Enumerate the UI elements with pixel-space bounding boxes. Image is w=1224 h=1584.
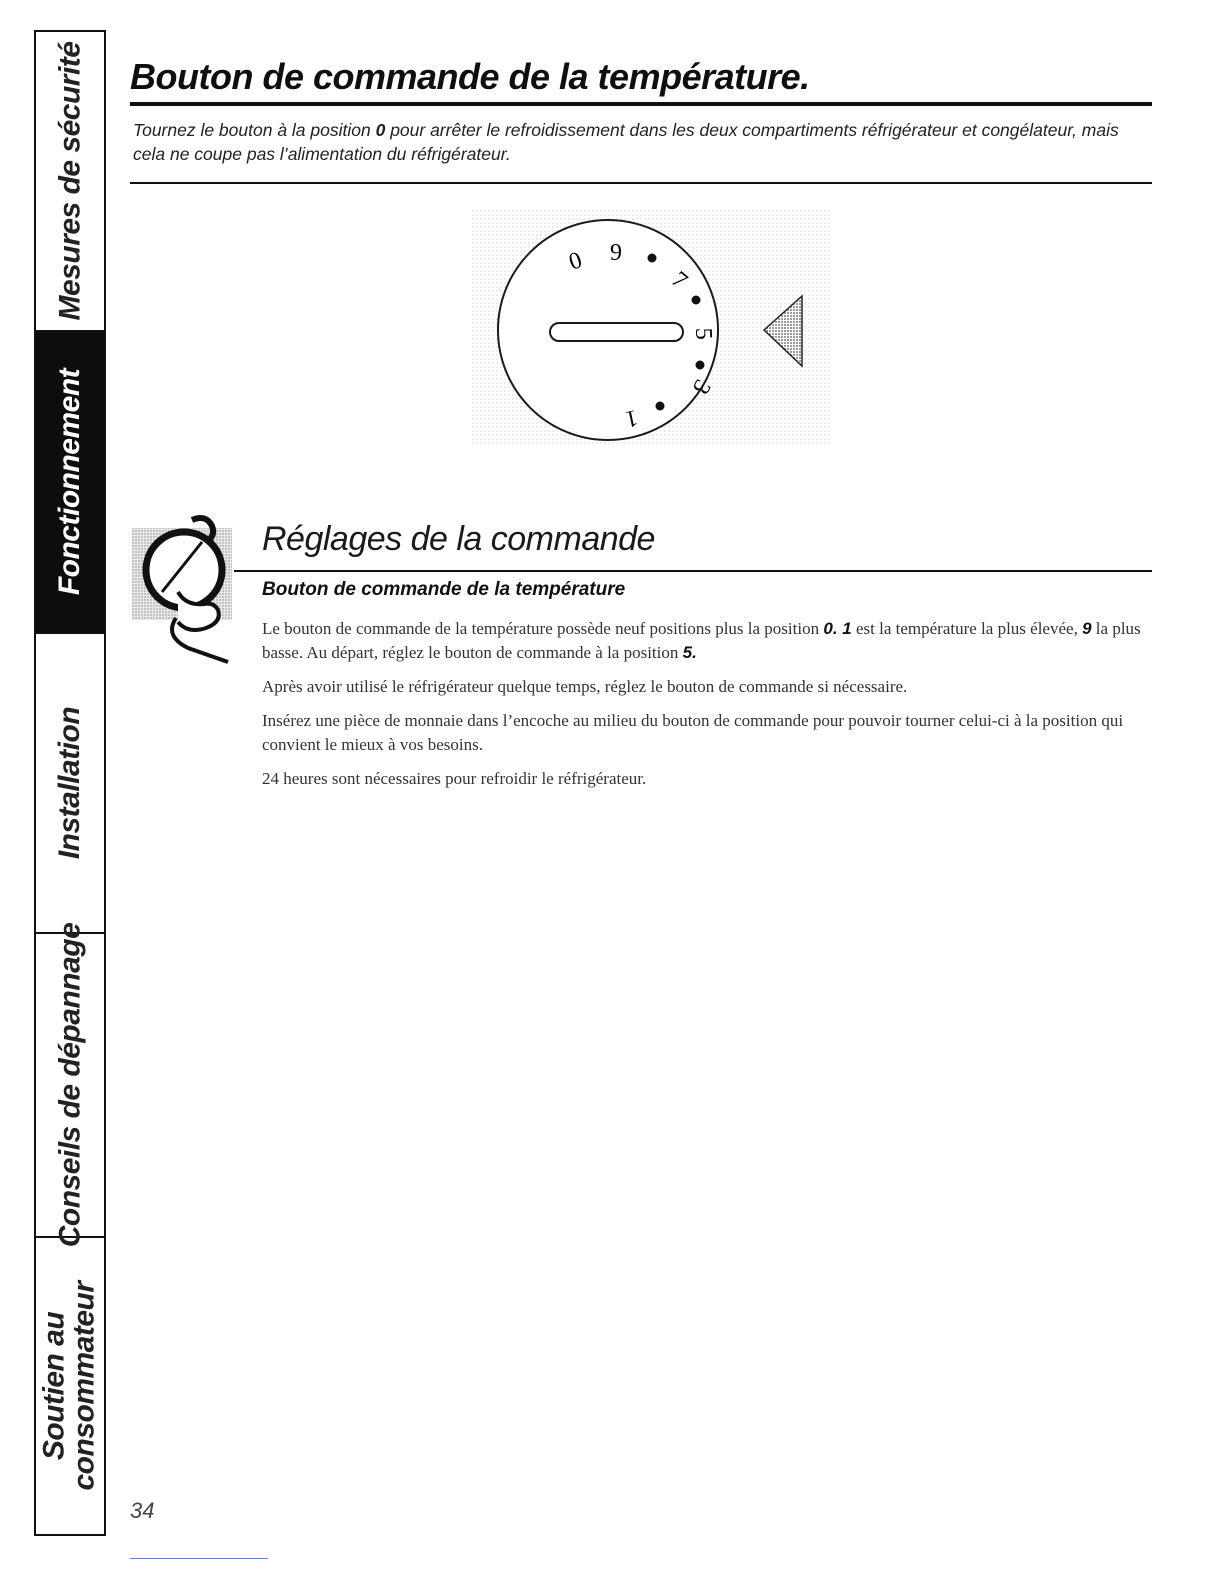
dial-label-0: 0 xyxy=(565,247,586,276)
section-title: Réglages de la commande xyxy=(262,520,655,558)
dial-dot xyxy=(696,361,705,370)
temperature-dial-figure xyxy=(472,210,832,446)
paragraph-cooling-time: 24 heures sont nécessaires pour refroidir le réfrigérateur. xyxy=(262,769,647,788)
dial-label-1: 1 xyxy=(623,404,641,433)
dial-label-7: 7 xyxy=(666,266,693,295)
paragraph-coin: Insérez une pièce de monnaie dans l’encoche au milieu du bouton de commande pour pouvoir tourner celui-ci à la position qui convient le mieux à vos besoins. xyxy=(262,711,1124,754)
dial-dot xyxy=(648,254,657,263)
intro-position-zero: 0 xyxy=(375,120,386,140)
dial-label-3: 3 xyxy=(686,375,716,399)
section-divider xyxy=(234,570,1152,572)
intro-divider xyxy=(130,182,1152,184)
paragraph-adjust: Après avoir utilisé le réfrigérateur quelque temps, réglez le bouton de commande si nécessaire. xyxy=(262,677,908,696)
dial-label-5: 5 xyxy=(690,327,717,341)
bold-number: 0 xyxy=(823,619,833,638)
section-sidebar xyxy=(34,30,106,1536)
bold-punct: . xyxy=(692,643,697,662)
hand-turning-dial-icon xyxy=(132,500,242,665)
section-subheading: Bouton de commande de la température xyxy=(262,579,626,600)
tab-fonctionnement[interactable] xyxy=(36,332,104,634)
footer-line xyxy=(130,1558,268,1559)
text-run: la plus basse. Au départ, réglez le bouton de commande à la position xyxy=(262,619,1141,662)
bold-number: 1 xyxy=(842,619,852,638)
dial-dot xyxy=(656,402,665,411)
title-divider xyxy=(130,102,1152,106)
bold-number: 9 xyxy=(1082,619,1092,638)
dial-label-9: 9 xyxy=(610,240,622,266)
paragraph-positions xyxy=(262,617,1152,665)
dial-coin-slot xyxy=(550,323,683,341)
intro-text-part2: pour arrêter le refroidissement dans les deux compartiments réfrigérateur et congélateur, mais cela ne coupe pas l’alimentation du réfrigérateur. xyxy=(133,120,1119,164)
intro-text-part1: Tournez le bouton à la position xyxy=(133,120,376,140)
tab-label: Conseils de dépannage xyxy=(53,922,86,1248)
tab-label: Fonctionnement xyxy=(53,368,87,596)
tab-installation[interactable] xyxy=(36,634,104,934)
tab-label xyxy=(40,1281,100,1490)
section-body xyxy=(262,617,1152,801)
page-title: Bouton de commande de la température. xyxy=(130,56,810,97)
intro-text xyxy=(133,118,1143,166)
dial-dot xyxy=(692,296,701,305)
tab-soutien-au-consommateur[interactable] xyxy=(36,1238,104,1534)
tab-label: Installation xyxy=(53,706,87,860)
tab-conseils-de-depannage[interactable] xyxy=(36,922,104,1248)
page-number: 34 xyxy=(130,1498,155,1523)
tab-label-line2: consommateur xyxy=(68,1281,101,1491)
bold-number: 5 xyxy=(682,643,693,662)
tab-label: Mesures de sécurité xyxy=(53,41,87,321)
bold-punct: . xyxy=(832,619,843,638)
tab-mesures-de-securite[interactable] xyxy=(36,32,104,332)
text-run: est la température la plus élevée, xyxy=(851,619,1083,638)
text-run: Le bouton de commande de la température possède neuf positions plus la position xyxy=(262,619,824,638)
tab-label-line1: Soutien au xyxy=(38,1311,71,1461)
